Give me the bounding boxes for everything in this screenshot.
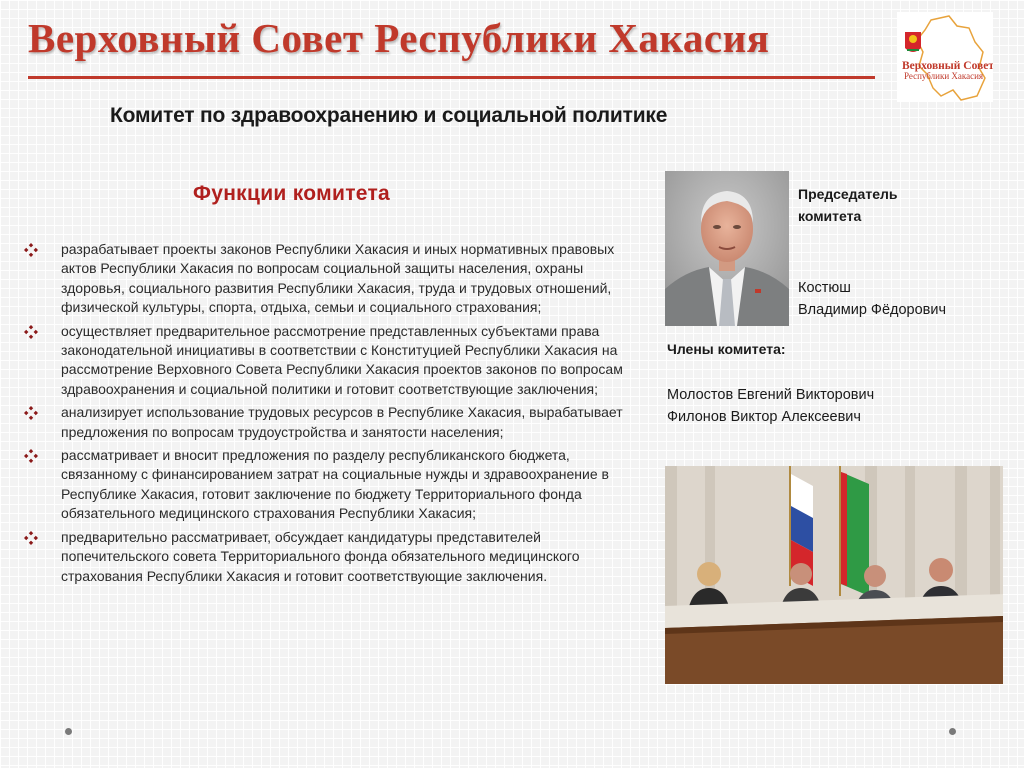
function-text: разрабатывает проекты законов Республики Хакасия и иных нормативных правовых актов Республики Хакасия по вопросам социальной защиты населения, охраны здоровья, социального развития Республики Хакасия, труда и трудовых отношений, физической культуры, спорта, отдыха, семьи и социального страхования; [61, 241, 615, 316]
member-name: Филонов Виктор Алексеевич [667, 409, 861, 425]
function-item [24, 446, 626, 524]
function-item [24, 322, 626, 400]
decorative-dot [949, 728, 956, 735]
logo-line1: Верховный Совет [902, 60, 993, 72]
members-list [667, 384, 1007, 428]
chairman-surname: Костюш [798, 280, 851, 296]
diamond-bullet-icon [24, 406, 38, 420]
chairman-photo [665, 171, 789, 326]
diamond-bullet-icon [24, 449, 38, 463]
chairman-label [798, 183, 998, 227]
coat-of-arms-icon [905, 32, 921, 52]
members-label: Члены комитета: [667, 341, 786, 357]
logo-line2: Республики Хакасия [904, 71, 984, 81]
function-item [24, 240, 626, 318]
functions-list [24, 240, 626, 590]
logo [897, 12, 993, 102]
function-text: осуществляет предварительное рассмотрение представленных субъектами права законодательной инициативы в соответствии с Конституцией Республики Хакасия на рассмотрение Верховного Совета Республики Хакасия проектов законов по вопросам здравоохранения и социальной политики и готовит соответствующие заключения; [61, 322, 623, 397]
function-item [24, 403, 626, 442]
chairman-label-line2: комитета [798, 208, 862, 224]
functions-heading: Функции комитета [193, 182, 391, 205]
diamond-bullet-icon [24, 325, 38, 339]
diamond-bullet-icon [24, 531, 38, 545]
diamond-bullet-icon [24, 243, 38, 257]
function-item [24, 528, 626, 586]
function-text: предварительно рассматривает, обсуждает кандидатуры представителей попечительского совета Территориального фонда обязательного медицинского страхования Республики Хакасия и готовит соответствующие заключения. [61, 528, 580, 584]
function-text: анализирует использование трудовых ресурсов в Республике Хакасия, вырабатывает предложения по вопросам трудоустройства и занятости населения; [61, 404, 623, 440]
page-title: Верховный Совет Республики Хакасия [28, 15, 770, 61]
meeting-photo [665, 466, 1003, 684]
decorative-dot [65, 728, 72, 735]
function-text: рассматривает и вносит предложения по разделу республиканского бюджета, связанному с финансированием затрат на социальные нужды и здравоохранение в Республике Хакасия, готовит заключение по бюджету Территориального фонда обязательного медицинского страхования Республики Хакасия; [61, 447, 609, 522]
title-divider [28, 76, 875, 79]
chairman-label-line1: Председатель [798, 186, 898, 202]
chairman-name [798, 277, 1018, 321]
chairman-given-names: Владимир Фёдорович [798, 302, 947, 318]
republic-map-logo-icon [897, 12, 993, 102]
member-name: Молостов Евгений Викторович [667, 387, 875, 403]
committee-title: Комитет по здравоохранению и социальной политике [110, 104, 668, 127]
